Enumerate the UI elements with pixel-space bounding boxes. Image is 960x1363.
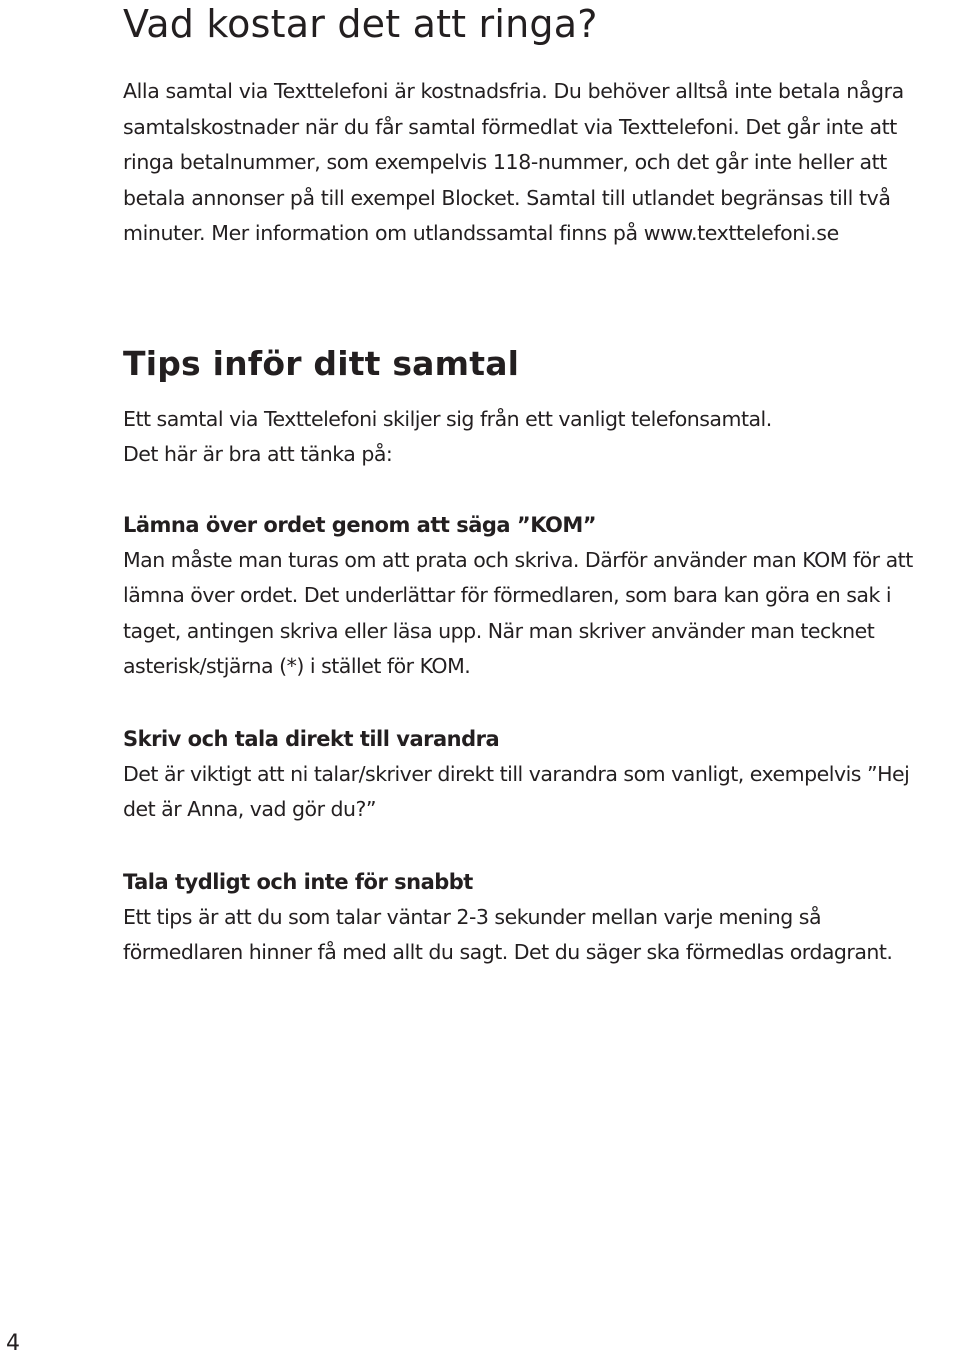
- tip-clear: [123, 864, 943, 971]
- tips-heading: Tips inför ditt samtal: [123, 343, 520, 383]
- intro-paragraph: Alla samtal via Texttelefoni är kostnadsfria. Du behöver alltså inte betala några samtalskostnader när du får samtal förmedlat via Texttelefoni. Det går inte att ringa betalnummer, som exempelvis 118-nummer, och det går inte heller att betala annonser på till exempel Blocket. Samtal till utlandet begränsas till två minuter. Mer information om utlandssamtal finns på www.texttelefoni.se: [123, 79, 904, 245]
- tip-body: Man måste man turas om att prata och skriva. Därför använder man KOM för att lämna över ordet. Det underlättar för förmedlaren, som bara kan göra en sak i taget, antingen skriva eller läsa upp. När man skriver använder man tecknet asterisk/stjärna (*) i stället för KOM.: [123, 547, 913, 678]
- tips-lead-line-1: Ett samtal via Texttelefoni skiljer sig från ett vanligt telefonsamtal.: [123, 406, 772, 431]
- tip-title: Lämna över ordet genom att säga ”KOM”: [123, 512, 597, 537]
- tip-body: Det är viktigt att ni talar/skriver direkt till varandra som vanligt, exempelvis ”Hej det är Anna, vad gör du?”: [123, 761, 910, 821]
- tip-kom: [123, 507, 943, 685]
- tip-title: Tala tydligt och inte för snabbt: [123, 869, 473, 894]
- page-content: [123, 0, 943, 971]
- page-number: 4: [6, 1331, 20, 1356]
- tip-body: Ett tips är att du som talar väntar 2-3 sekunder mellan varje mening så förmedlaren hinner få med allt du sagt. Det du säger ska förmedlas ordagrant.: [123, 904, 893, 964]
- tips-lead: [123, 402, 943, 473]
- tip-title: Skriv och tala direkt till varandra: [123, 726, 500, 751]
- tips-lead-line-2: Det här är bra att tänka på:: [123, 442, 393, 466]
- tip-direct: [123, 721, 943, 828]
- page-heading: Vad kostar det att ringa?: [123, 2, 598, 46]
